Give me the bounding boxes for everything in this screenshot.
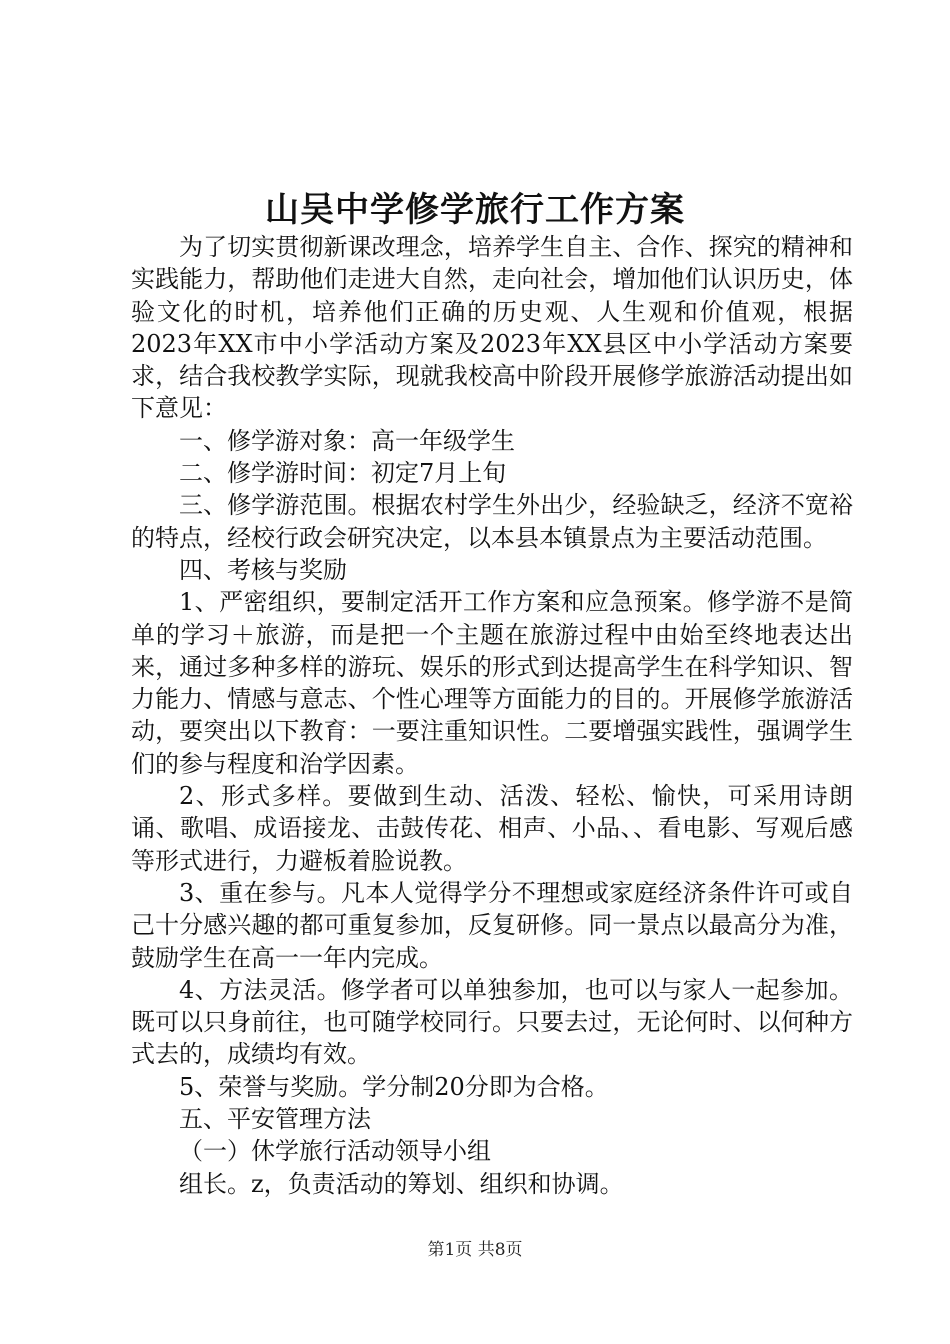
paragraph-item-4: 4、方法灵活。修学者可以单独参加，也可以与家人一起参加。既可以只身前往，也可随学校同行。只要去过，无论何时、以何种方式去的，成绩均有效。 — [131, 975, 853, 1069]
document-body — [131, 231, 853, 1200]
paragraph-item-5: 5、荣誉与奖励。学分制20分即为合格。 — [179, 1072, 609, 1101]
page-number-footer: 第1页 共8页 — [427, 1240, 523, 1260]
paragraph-time: 二、修学游时间：初定7月上旬 — [179, 459, 507, 488]
paragraph-scope: 三、修学游范围。根据农村学生外出少，经验缺乏，经济不宽裕的特点，经校行政会研究决定，以本县本镇景点为主要活动范围。 — [131, 491, 853, 552]
paragraph-item-2: 2、形式多样。要做到生动、活泼、轻松、愉快，可采用诗朗诵、歌唱、成语接龙、击鼓传花、相声、小品、、看电影、写观后感等形式进行，力避板着脸说教。 — [131, 782, 853, 875]
paragraph-item-1: 1、严密组织，要制定活开工作方案和应急预案。修学游不是简单的学习＋旅游，而是把一个主题在旅游过程中由始至终地表达出来，通过多种多样的游玩、娱乐的形式到达提高学生在科学知识、智力能力、情感与意志、个性心理等方面能力的目的。开展修学旅游活动，要突出以下教育：一要注重知识性。二要增强实践性，强调学生们的参与程度和治学因素。 — [131, 588, 853, 778]
paragraph-item-3: 3、重在参与。凡本人觉得学分不理想或家庭经济条件许可或自己十分感兴趣的都可重复参加，反复研修。同一景点以最高分为准，鼓励学生在高一一年内完成。 — [131, 878, 853, 972]
paragraph-target: 一、修学游对象：高一年级学生 — [179, 426, 515, 455]
document-title: 山吴中学修学旅行工作方案 — [265, 190, 685, 230]
paragraph-intro: 为了切实贯彻新课改理念，培养学生自主、合作、探究的精神和实践能力，帮助他们走进大自然，走向社会，增加他们认识历史，体验文化的时机，培养他们正确的历史观、人生观和价值观，根据2023年XX市中小学活动方案及2023年XX县区中小学活动方案要求，结合我校教学实际，现就我校高中阶段开展修学旅游活动提出如下意见： — [131, 233, 853, 423]
subsection-heading-leadership: （一）休学旅行活动领导小组 — [179, 1137, 491, 1166]
section-heading-safety: 五、平安管理方法 — [179, 1105, 371, 1134]
paragraph-leader: 组长。z，负责活动的筹划、组织和协调。 — [179, 1169, 624, 1198]
section-heading-assessment: 四、考核与奖励 — [179, 555, 347, 584]
